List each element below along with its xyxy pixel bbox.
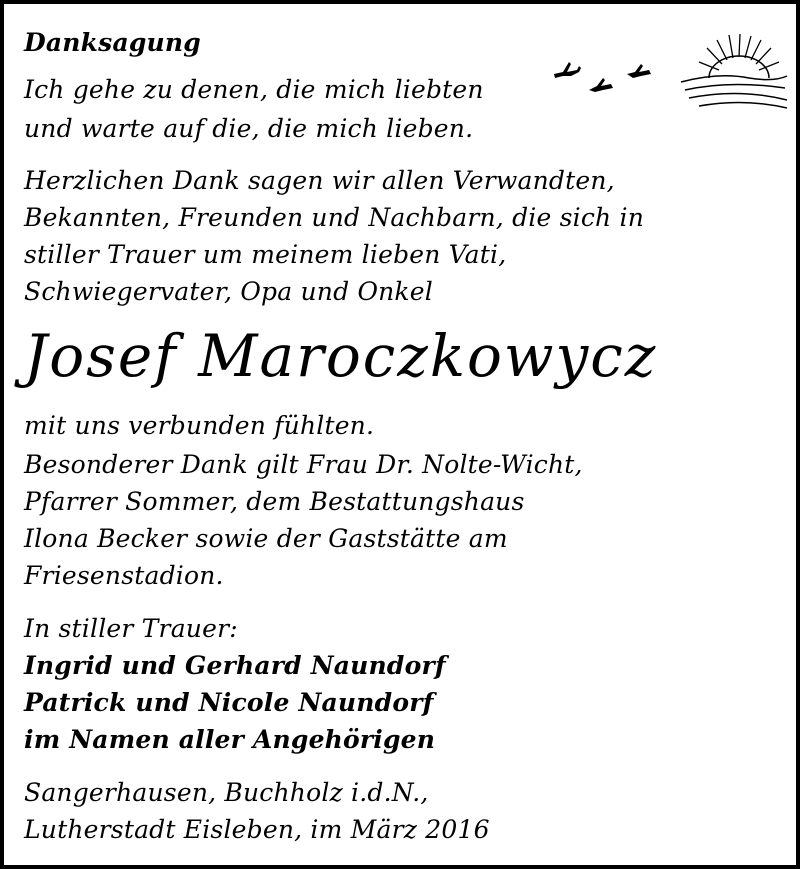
sun-rays-icon bbox=[699, 34, 779, 70]
verse-line: und warte auf die, die mich lieben. bbox=[24, 114, 474, 143]
continuation-line: Pfarrer Sommer, dem Bestattungshaus bbox=[24, 487, 525, 516]
place-date-line: Lutherstadt Eisleben, im März 2016 bbox=[24, 815, 490, 844]
mourning-label: In stiller Trauer: bbox=[24, 614, 238, 643]
place-date-line: Sangerhausen, Buchholz i.d.N., bbox=[24, 778, 429, 807]
thanks-line: stiller Trauer um meinem lieben Vati, bbox=[24, 240, 507, 269]
signatory-line: Ingrid und Gerhard Naundorf bbox=[24, 651, 446, 680]
continuation-line: Ilona Becker sowie der Gaststätte am bbox=[24, 524, 508, 553]
thanks-line: Schwiegervater, Opa und Onkel bbox=[24, 277, 433, 306]
birds-icon bbox=[554, 62, 651, 92]
continuation-line: Friesenstadion. bbox=[24, 561, 224, 590]
continuation-line: mit uns verbunden fühlten. bbox=[24, 411, 375, 440]
verse-line: Ich gehe zu denen, die mich liebten bbox=[24, 75, 484, 104]
deceased-name: Josef Maroczkowycz bbox=[24, 322, 658, 390]
sunset-birds-icon bbox=[549, 32, 789, 112]
signatory-line: Patrick und Nicole Naundorf bbox=[24, 688, 434, 717]
continuation-line: Besonderer Dank gilt Frau Dr. Nolte-Wicht, bbox=[24, 450, 583, 479]
hills-icon bbox=[681, 76, 787, 108]
heading: Danksagung bbox=[24, 28, 201, 57]
signatory-line: im Namen aller Angehörigen bbox=[24, 725, 436, 754]
thanks-line: Bekannten, Freunden und Nachbarn, die sich in bbox=[24, 203, 644, 232]
thanks-line: Herzlichen Dank sagen wir allen Verwandten, bbox=[24, 166, 615, 195]
